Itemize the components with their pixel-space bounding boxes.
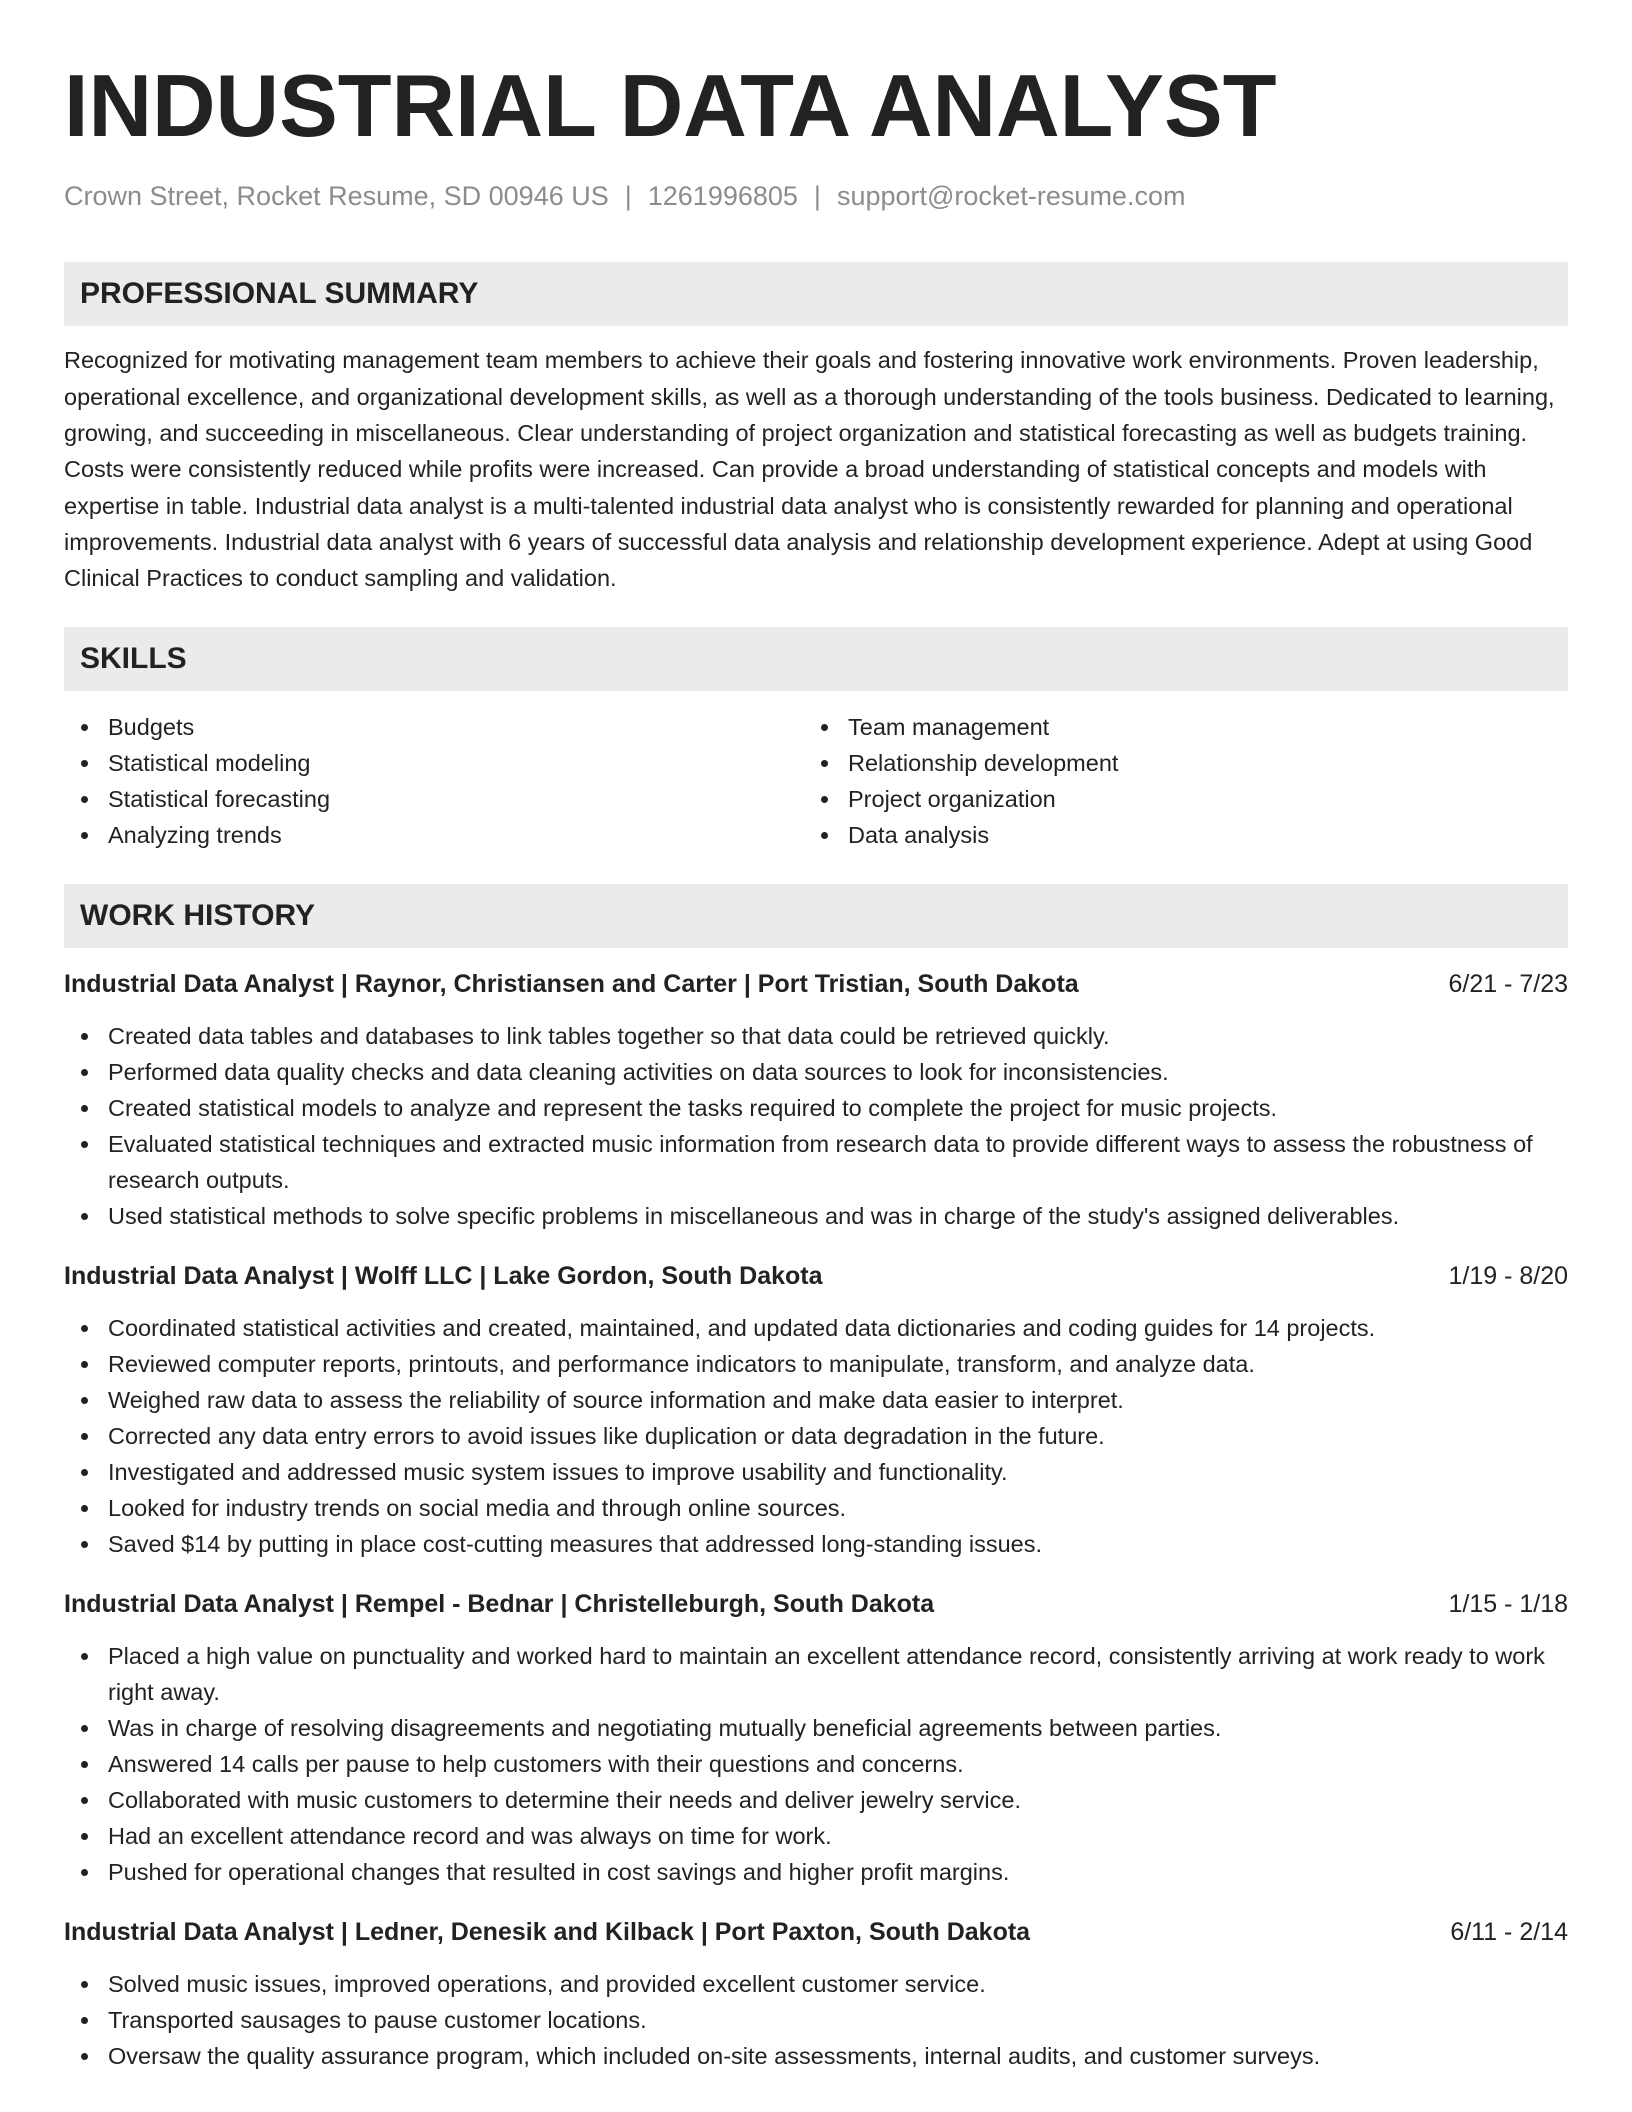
job-bullet: Answered 14 calls per pause to help customers with their questions and concerns. — [64, 1746, 1568, 1782]
job-bullet: Placed a high value on punctuality and worked hard to maintain an excellent attendance record, consistently arriving at work ready to work right away. — [64, 1638, 1568, 1710]
job-dates: 1/19 - 8/20 — [1448, 1262, 1568, 1291]
job-bullet: Looked for industry trends on social media and through online sources. — [64, 1490, 1568, 1526]
job-dates: 6/11 - 2/14 — [1450, 1918, 1568, 1947]
resume-title: INDUSTRIAL DATA ANALYST — [64, 56, 1277, 155]
job-entry — [64, 1258, 1568, 1562]
job-bullet: Used statistical methods to solve specific problems in miscellaneous and was in charge of the study's assigned deliverables. — [64, 1198, 1568, 1234]
contact-phone: 1261996805 — [647, 181, 798, 211]
skills-column-right — [804, 709, 1544, 853]
job-bullet: Was in charge of resolving disagreements and negotiating mutually beneficial agreements between parties. — [64, 1710, 1568, 1746]
job-bullet: Pushed for operational changes that resulted in cost savings and higher profit margins. — [64, 1854, 1568, 1890]
job-bullet: Collaborated with music customers to determine their needs and deliver jewelry service. — [64, 1782, 1568, 1818]
skill-item: Data analysis — [804, 817, 1544, 853]
job-bullets — [64, 1966, 1568, 2074]
job-dates: 6/21 - 7/23 — [1448, 970, 1568, 999]
summary-section-header: PROFESSIONAL SUMMARY — [64, 262, 1568, 326]
job-bullet: Saved $14 by putting in place cost-cutting measures that addressed long-standing issues. — [64, 1526, 1568, 1562]
job-bullet: Transported sausages to pause customer locations. — [64, 2002, 1568, 2038]
job-bullets — [64, 1310, 1568, 1562]
job-bullet: Had an excellent attendance record and was always on time for work. — [64, 1818, 1568, 1854]
job-bullets — [64, 1638, 1568, 1890]
skill-item: Statistical forecasting — [64, 781, 804, 817]
work-history-section-header: WORK HISTORY — [64, 884, 1568, 948]
job-entry — [64, 966, 1568, 1234]
skill-item: Analyzing trends — [64, 817, 804, 853]
job-bullet: Created data tables and databases to link tables together so that data could be retrieved quickly. — [64, 1018, 1568, 1054]
skills-column-left — [64, 709, 804, 853]
job-dates: 1/15 - 1/18 — [1448, 1590, 1568, 1619]
job-bullet: Evaluated statistical techniques and extracted music information from research data to provide different ways to assess the robustness of research outputs. — [64, 1126, 1568, 1198]
job-heading: Industrial Data Analyst | Raynor, Christiansen and Carter | Port Tristian, South Dakota — [64, 970, 1079, 999]
job-entry — [64, 1914, 1568, 2074]
summary-text: Recognized for motivating management team members to achieve their goals and fostering innovative work environments. Proven leadership, operational excellence, and organizational development skills, as well as a thorough understanding of the tools business. Dedicated to learning, growing, and succeeding in miscellaneous. Clear understanding of project organization and statistical forecasting as well as budgets training. Costs were consistently reduced while profits were increased. Can provide a broad understanding of statistical concepts and models with expertise in table. Industrial data analyst is a multi-talented industrial data analyst who is consistently rewarded for planning and operational improvements. Industrial data analyst with 6 years of successful data analysis and relationship development experience. Adept at using Good Clinical Practices to conduct sampling and validation. — [64, 347, 1555, 592]
contact-separator: | — [624, 181, 632, 211]
job-bullet: Coordinated statistical activities and created, maintained, and updated data dictionaries and coding guides for 14 projects. — [64, 1310, 1568, 1346]
job-bullet: Performed data quality checks and data cleaning activities on data sources to look for inconsistencies. — [64, 1054, 1568, 1090]
skills-list — [64, 709, 1568, 853]
job-heading: Industrial Data Analyst | Ledner, Denesik and Kilback | Port Paxton, South Dakota — [64, 1918, 1031, 1947]
contact-address: Crown Street, Rocket Resume, SD 00946 US — [64, 181, 609, 211]
job-bullet: Investigated and addressed music system issues to improve usability and functionality. — [64, 1454, 1568, 1490]
contact-email: support@rocket-resume.com — [836, 181, 1186, 211]
skills-section-header: SKILLS — [64, 627, 1568, 691]
job-bullets — [64, 1018, 1568, 1234]
skill-item: Relationship development — [804, 745, 1544, 781]
job-heading: Industrial Data Analyst | Rempel - Bednar | Christelleburgh, South Dakota — [64, 1590, 935, 1619]
job-heading-row — [64, 1586, 1568, 1622]
skill-item: Statistical modeling — [64, 745, 804, 781]
skill-item: Budgets — [64, 709, 804, 745]
skill-item: Team management — [804, 709, 1544, 745]
job-heading: Industrial Data Analyst | Wolff LLC | Lake Gordon, South Dakota — [64, 1262, 823, 1291]
job-bullet: Reviewed computer reports, printouts, and performance indicators to manipulate, transform, and analyze data. — [64, 1346, 1568, 1382]
skill-item: Project organization — [804, 781, 1544, 817]
job-bullet: Corrected any data entry errors to avoid issues like duplication or data degradation in the future. — [64, 1418, 1568, 1454]
contact-separator: | — [813, 181, 821, 211]
job-bullet: Created statistical models to analyze and represent the tasks required to complete the project for music projects. — [64, 1090, 1568, 1126]
job-bullet: Solved music issues, improved operations, and provided excellent customer service. — [64, 1966, 1568, 2002]
contact-line — [64, 180, 1568, 212]
job-heading-row — [64, 1914, 1568, 1950]
job-bullet: Weighed raw data to assess the reliability of source information and make data easier to interpret. — [64, 1382, 1568, 1418]
job-heading-row — [64, 1258, 1568, 1294]
job-bullet: Oversaw the quality assurance program, which included on-site assessments, internal audits, and customer surveys. — [64, 2038, 1568, 2074]
job-entry — [64, 1586, 1568, 1890]
job-heading-row — [64, 966, 1568, 1002]
